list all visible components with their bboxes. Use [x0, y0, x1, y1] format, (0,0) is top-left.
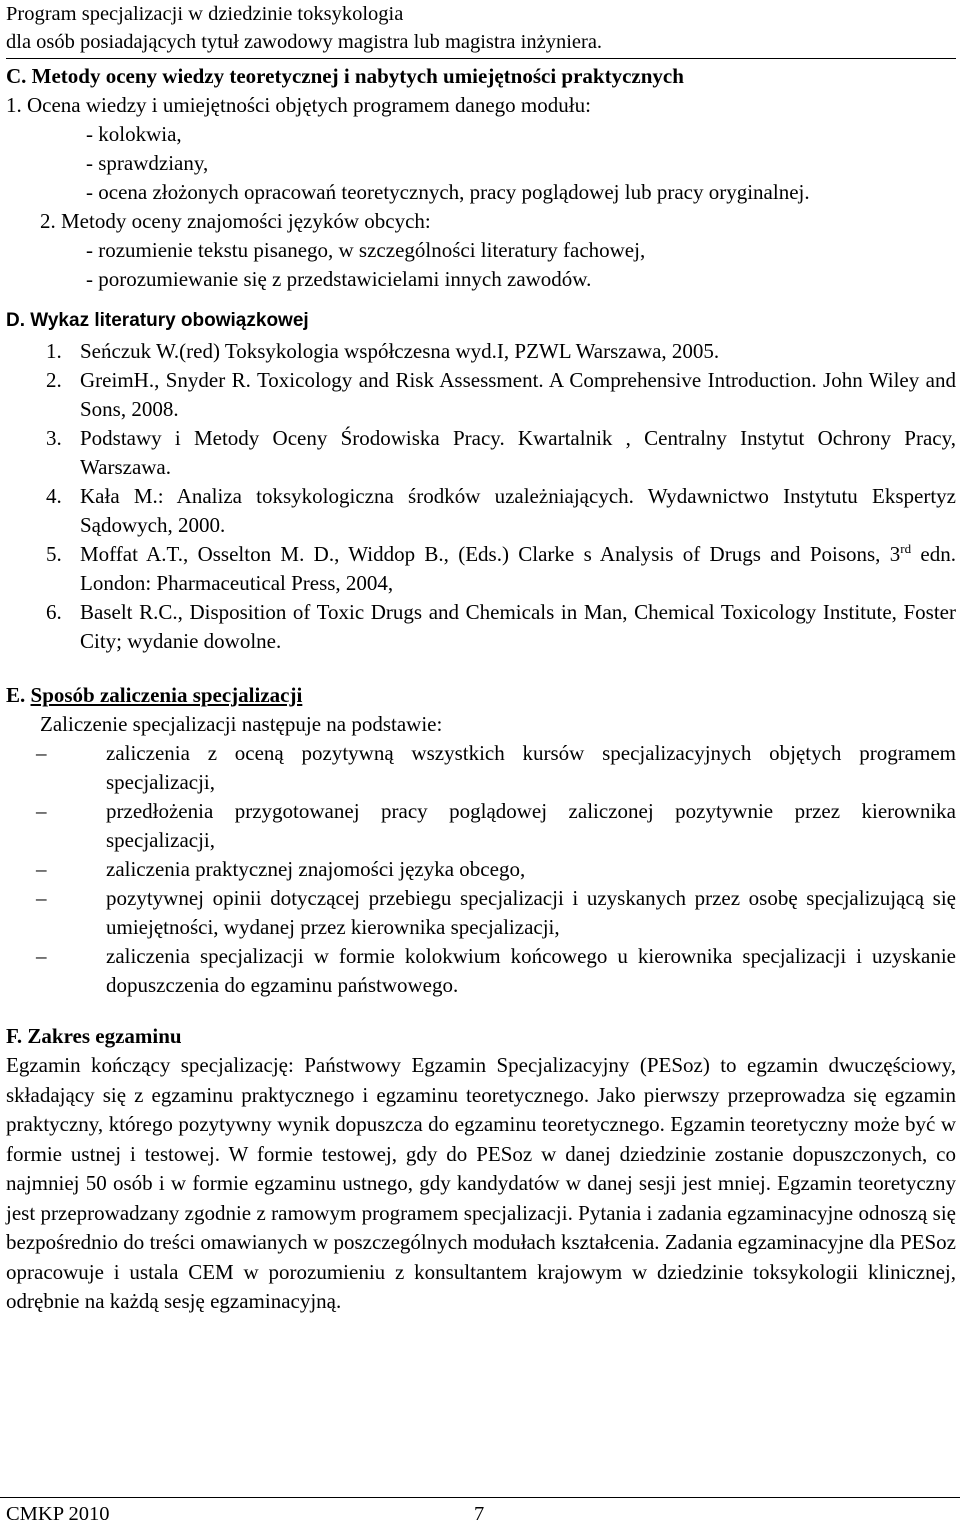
- section-e-intro: Zaliczenie specjalizacji następuje na podstawie:: [40, 712, 443, 736]
- requirement-item: [6, 884, 956, 942]
- section-c-item-1-sub: - ocena złożonych opracowań teoretycznych, pracy poglądowej lub pracy oryginalnej.: [86, 180, 810, 204]
- section-c-item-2-sub: - rozumienie tekstu pisanego, w szczególności literatury fachowej,: [86, 238, 646, 262]
- reference-item: [6, 366, 956, 424]
- page-header: [6, 0, 956, 59]
- reference-number: 6.: [46, 600, 62, 624]
- reference-number: 2.: [46, 368, 62, 392]
- document-page: [6, 0, 956, 1317]
- section-c-item-2-sub: - porozumiewanie się z przedstawicielami innych zawodów.: [86, 267, 592, 291]
- section-f: [6, 1022, 956, 1317]
- superscript: rd: [900, 541, 912, 556]
- requirement-item: [6, 797, 956, 855]
- dash-bullet: –: [36, 886, 47, 910]
- requirement-text: przedłożenia przygotowanej pracy poglądowej zaliczonej pozytywnie przez kierownika specjalizacji,: [106, 799, 956, 852]
- page-number: 7: [474, 1503, 485, 1525]
- section-f-title: F. Zakres egzaminu: [6, 1024, 182, 1048]
- reference-text: Moffat A.T., Osselton M. D., Widdop B., (Eds.) Clarke s Analysis of Drugs and Poisons, 3: [80, 542, 901, 566]
- reference-number: 3.: [46, 426, 62, 450]
- reference-item: [6, 540, 956, 598]
- requirement-item: [6, 739, 956, 797]
- dash-bullet: –: [36, 799, 47, 823]
- reference-text: GreimH., Snyder R. Toxicology and Risk Assessment. A Comprehensive Introduction. John Wiley and Sons, 2008.: [80, 368, 956, 421]
- section-c-item-1-sub: - kolokwia,: [86, 122, 182, 146]
- section-e: [6, 681, 956, 1000]
- reference-item: [6, 482, 956, 540]
- reference-item: [6, 598, 956, 656]
- reference-text: Podstawy i Metody Oceny Środowiska Pracy. Kwartalnik , Centralny Instytut Ochrony Pracy, Warszawa.: [80, 426, 956, 479]
- header-line-1: Program specjalizacji w dziedzinie toksykologia: [6, 3, 404, 25]
- reference-text: edn. London: Pharmaceutical Press, 2004,: [80, 542, 956, 595]
- requirement-item: [6, 855, 956, 884]
- requirements-list: [6, 739, 956, 1000]
- section-e-title: [6, 681, 956, 710]
- header-line-2: dla osób posiadających tytuł zawodowy magistra lub magistra inżyniera.: [6, 28, 956, 59]
- reference-list: [6, 337, 956, 656]
- requirement-item: [6, 942, 956, 1000]
- section-d-title: D. Wykaz literatury obowiązkowej: [6, 310, 309, 331]
- dash-bullet: –: [36, 741, 47, 765]
- dash-bullet: –: [36, 857, 47, 881]
- page-footer: [0, 1497, 960, 1525]
- reference-number: 5.: [46, 542, 62, 566]
- section-e-title-prefix: E.: [6, 683, 31, 707]
- dash-bullet: –: [36, 944, 47, 968]
- section-c-item-1: 1. Ocena wiedzy i umiejętności objętych programem danego modułu:: [6, 93, 591, 117]
- reference-text: Baselt R.C., Disposition of Toxic Drugs and Chemicals in Man, Chemical Toxicology Institute, Foster City; wydanie dowolne.: [80, 600, 956, 653]
- requirement-text: zaliczenia specjalizacji w formie kolokwium końcowego u kierownika specjalizacji i uzyskanie dopuszczenia do egzaminu państwowego.: [106, 944, 956, 997]
- reference-number: 4.: [46, 484, 62, 508]
- reference-text: Kała M.: Analiza toksykologiczna środków uzależniających. Wydawnictwo Instytutu Ekspertyz Sądowych, 2000.: [80, 484, 956, 537]
- reference-item: [6, 337, 956, 366]
- section-f-body: Egzamin kończący specjalizację: Państwowy Egzamin Specjalizacyjny (PESoz) to egzamin dwuczęściowy, składający się z egzaminu praktycznego i egzaminu teoretycznego. Jako pierwszy przeprowadza się egzamin praktyczny, którego pozytywny wynik dopuszcza do egzaminu teoretycznego. Egzamin teoretyczny może być w formie ustnej i testowej. W formie testowej, gdy do PESoz w danej dziedzinie zostanie dopuszczonych, co najmniej 50 osób i w formie egzaminu ustnego, gdy kandydatów w danej sesji jest mniej. Egzamin teoretyczny jest przeprowadzany zgodnie z ramowym programem specjalizacji. Pytania i zadania egzaminacyjne odnoszą się bezpośrednio do treści omawianych w poszczególnych modułach kształcenia. Zadania egzaminacyjne dla PESoz opracowuje i ustala CEM w porozumieniu z konsultantem krajowym w dziedzinie toksykologii klinicznej, odrębnie na każdą sesję egzaminacyjną.: [6, 1053, 956, 1313]
- section-c-item-1-sub: - sprawdziany,: [86, 151, 209, 175]
- requirement-text: zaliczenia z oceną pozytywną wszystkich kursów specjalizacyjnych objętych programem specjalizacji,: [106, 741, 956, 794]
- requirement-text: pozytywnej opinii dotyczącej przebiegu specjalizacji i uzyskanych przez osobę specjalizującą się umiejętności, wydanej przez kierownika specjalizacji,: [106, 886, 956, 939]
- reference-item: [6, 424, 956, 482]
- section-c-title: C. Metody oceny wiedzy teoretycznej i nabytych umiejętności praktycznych: [6, 64, 684, 88]
- reference-text: Seńczuk W.(red) Toksykologia współczesna wyd.I, PZWL Warszawa, 2005.: [80, 339, 720, 363]
- section-e-title-text: Sposób zaliczenia specjalizacji: [30, 683, 303, 707]
- section-d: [6, 306, 956, 656]
- footer-label: CMKP 2010: [6, 1503, 110, 1525]
- reference-number: 1.: [46, 339, 62, 363]
- requirement-text: zaliczenia praktycznej znajomości języka obcego,: [106, 857, 526, 881]
- section-c-item-2: 2. Metody oceny znajomości języków obcych:: [40, 209, 431, 233]
- section-c: [6, 62, 956, 294]
